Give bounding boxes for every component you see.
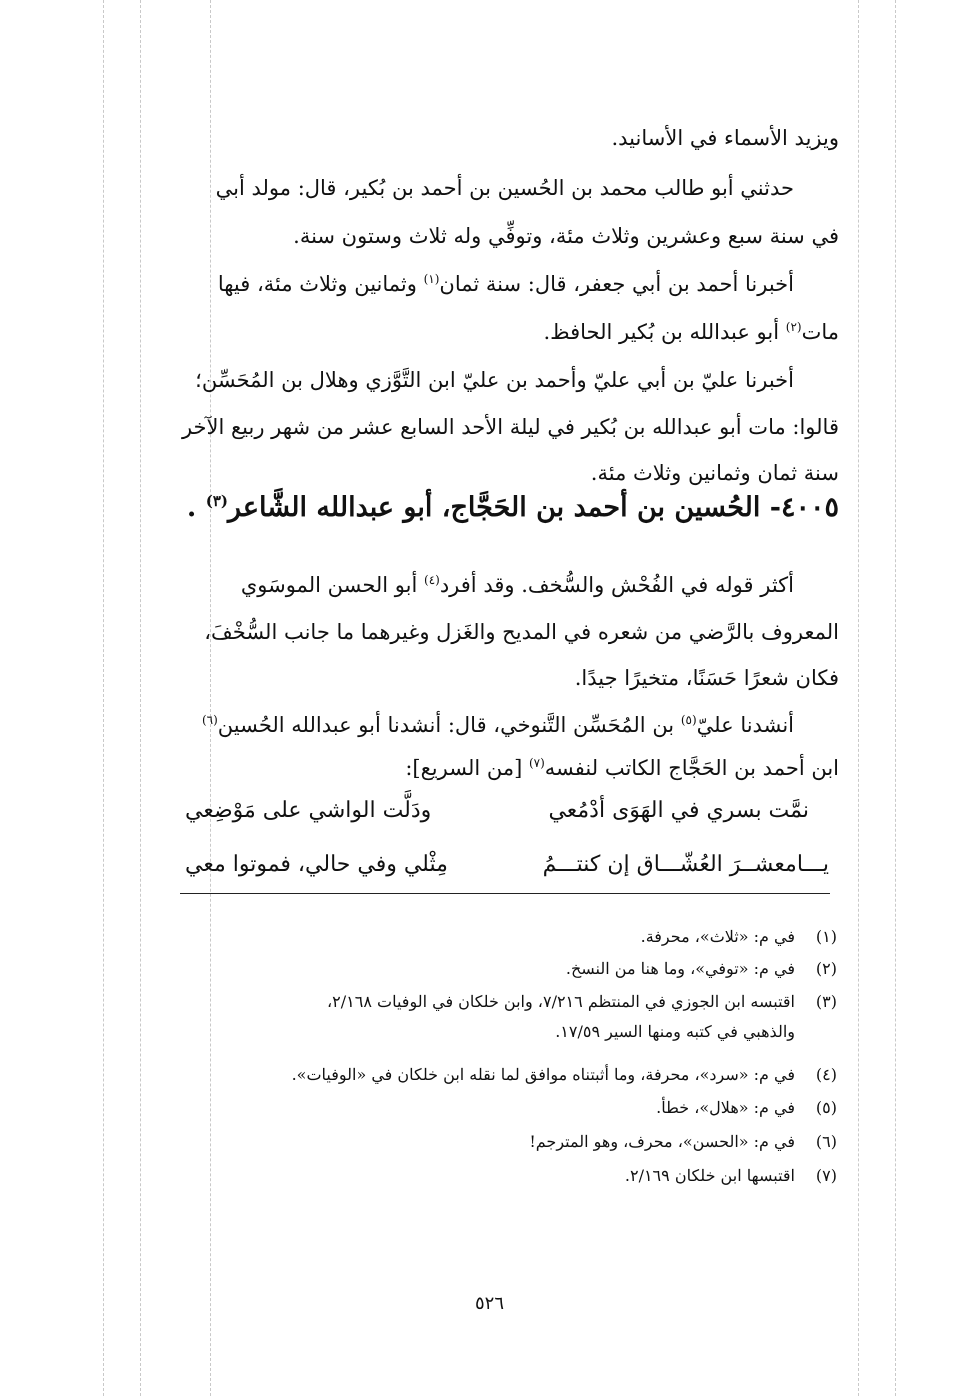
text-span: ابن أحمد بن الحَجَّاج الكاتب لنفسه (544, 756, 839, 780)
body-line (218, 264, 794, 304)
entry-heading (187, 492, 839, 523)
text-span: أكثر قوله في الفُحْش والسُّخف. وقد أفرد (439, 573, 794, 597)
body-line: في سنة سبع وعشرين وثلاث مئة، وتوفِّي وله ثلاث وستون سنة. (293, 224, 839, 248)
scan-guide-line (210, 0, 211, 1396)
poem-hemistich: مِثْلي وفي حالي، فموتوا معي (185, 852, 448, 877)
footnote-ref[interactable]: (٣) (205, 492, 228, 510)
footnote-ref[interactable]: (٢) (785, 320, 802, 334)
scan-guide-line (103, 0, 104, 1396)
footnote-text: في م: «ثلاث»، محرفة. (640, 927, 795, 946)
footnote-ref[interactable]: (١) (423, 272, 440, 286)
footnote-text: اقتبسها ابن خلكان ٢/١٦٩. (624, 1166, 795, 1185)
scan-guide-line (895, 0, 896, 1396)
body-line: قالوا: مات أبو عبدالله بن بُكير في ليلة الأحد السابع عشر من شهر ربيع الآخر (181, 415, 839, 439)
body-line: حدثني أبو طالب محمد بن الحُسين بن أحمد بن بُكير، قال: مولد أبي (215, 176, 794, 200)
text-span: . (186, 492, 206, 523)
body-line (543, 312, 839, 352)
footnote-ref[interactable]: (٤) (424, 573, 440, 587)
footnote (656, 1096, 837, 1120)
body-line: سنة ثمان وثمانين وثلاث مئة. (590, 461, 839, 485)
body-line (241, 565, 794, 605)
text-span: وثمانين وثلاث مئة، فيها (217, 272, 424, 296)
text-span: أنشدنا عليّ (696, 713, 794, 737)
footnote (292, 1063, 837, 1087)
body-line: فكان شعرًا حَسَنًا، متخيرًا جيدًا. (574, 666, 839, 690)
footnote (555, 1020, 837, 1044)
text-span: مات (801, 320, 839, 344)
body-line: المعروف بالرَّضي من شعره في المديح والغَزل وغيرهما ما جانب السُّخْفَ، (204, 620, 839, 644)
footnote-number: (٣) (815, 992, 837, 1011)
text-span: أخبرنا أحمد بن أبي جعفر، قال: سنة ثمان (439, 272, 794, 296)
footnote (625, 1164, 837, 1188)
footnote-text: في م: «هلال»، خطأ. (656, 1098, 795, 1117)
poem-hemistich: يـــامعشــرَ العُشّـــاق إن كنتـــمُ (542, 852, 829, 877)
footnote-text: في م: «توفي»، وما هنا من النسخ. (565, 959, 795, 978)
entry-heading-text: ٤٠٠٥- الحُسين بن أحمد بن الحَجَّاج، أبو عبدالله الشَّاعر (227, 492, 839, 523)
footnote-number: (٧) (815, 1166, 837, 1185)
footnote-number: (١) (815, 927, 837, 946)
footnote-text: في م: «الحسن»، محرف، وهو المترجم! (529, 1132, 795, 1151)
text-span: بن المُحَسِّن التَّنوخي، قال: أنشدنا أبو عبدالله الحُسين (217, 713, 681, 737)
footnote (529, 1130, 837, 1154)
footnote-number: (٤) (815, 1065, 837, 1084)
footnote-text: في م: «سرد»، محرفة، وما أثبتناه موافق لما نقله ابن خلكان في «الوفيات». (291, 1065, 795, 1084)
text-span: أبو الحسن الموسَوي (240, 573, 424, 597)
footnote-text: والذهبي في كتبه ومنها السير ١٧/٥٩. (555, 1022, 795, 1041)
footnote (641, 925, 837, 949)
footnote (566, 957, 837, 981)
footnote-ref[interactable]: (٥) (680, 713, 697, 727)
scan-guide-line (858, 0, 859, 1396)
footnote (327, 990, 837, 1014)
body-line: أخبرنا عليّ بن أبي عليّ وأحمد بن عليّ ابن التَّوَّزي وهلال بن المُحَسِّن؛ (195, 368, 794, 392)
poem-hemistich: نمَّت بسري في الهَوَى أدْمُعي (548, 798, 809, 823)
footnote-number: (٢) (815, 959, 837, 978)
footnote-text: اقتبسه ابن الجوزي في المنتظم ٧/٢١٦، وابن خلكان في الوفيات ٢/١٦٨، (327, 992, 795, 1011)
text-span: أبو عبدالله بن بُكير الحافظ. (543, 320, 786, 344)
footnote-ref[interactable]: (٦) (201, 713, 218, 727)
footnote-separator (180, 893, 830, 894)
body-line (405, 748, 839, 788)
footnote-number: (٥) (815, 1098, 837, 1117)
footnote-ref[interactable]: (٧) (528, 756, 545, 770)
text-span: [من السريع]: (405, 756, 529, 780)
body-line: ويزيد الأسماء في الأسانيد. (611, 126, 839, 150)
body-line (202, 705, 794, 745)
footnote-number: (٦) (815, 1132, 837, 1151)
poem-hemistich: ودَلَّت الواشي على مَوْضِعي (185, 798, 432, 823)
scan-guide-line (140, 0, 141, 1396)
page-number: ٥٢٦ (474, 1293, 504, 1314)
